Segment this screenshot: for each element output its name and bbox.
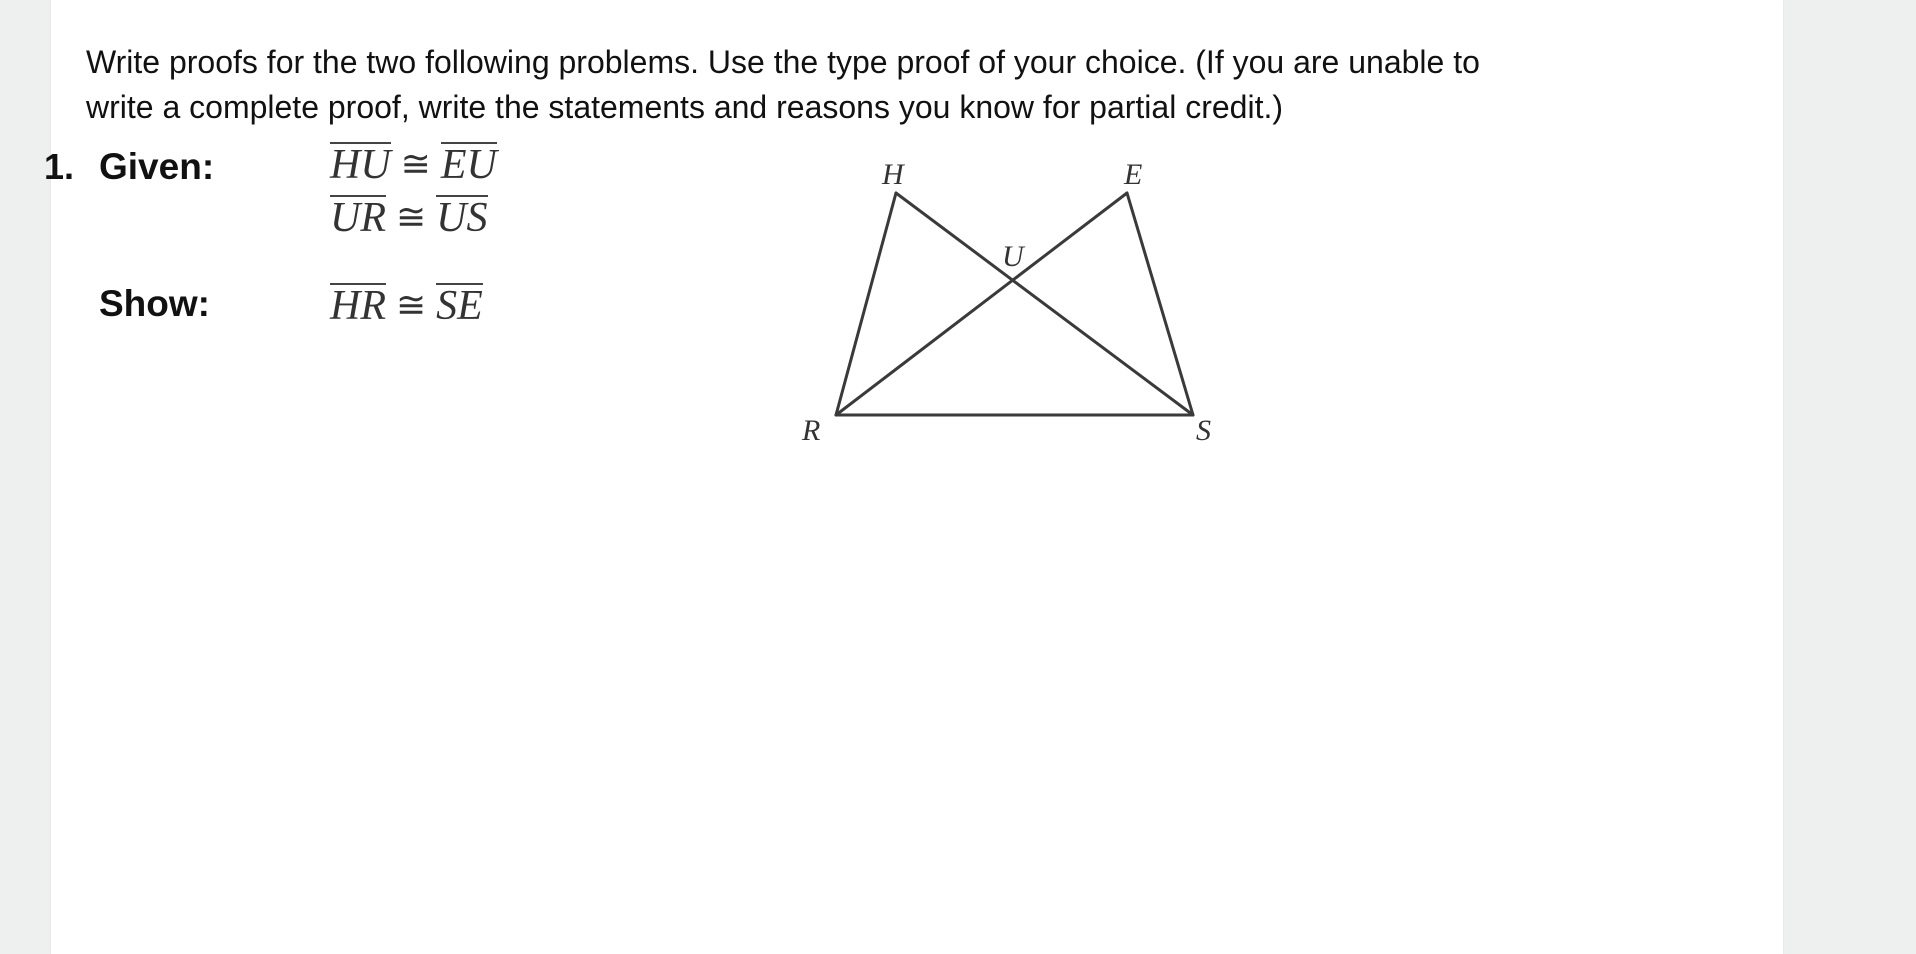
congruent-symbol: ≅ [396, 197, 427, 237]
segment: HR [330, 283, 386, 329]
vertex-label-E: E [1124, 158, 1143, 191]
show-label: Show: [99, 283, 210, 324]
segment: UR [330, 195, 386, 241]
given-label: Given: [99, 146, 215, 187]
segment: US [436, 195, 488, 241]
congruent-symbol: ≅ [396, 285, 427, 325]
vertex-label-U: U [1002, 240, 1024, 273]
given-statement-2 [330, 194, 488, 242]
vertex-label-H: H [882, 158, 904, 191]
problem-number: 1. [44, 146, 75, 187]
segment: HU [330, 142, 391, 188]
vertex-label-S: S [1196, 414, 1211, 447]
vertex-label-R: R [802, 414, 821, 447]
given-statement-1 [330, 141, 497, 189]
instructions-line-2: write a complete proof, write the statements and reasons you know for partial credit.) [86, 89, 1283, 125]
instructions [86, 40, 1646, 130]
congruent-symbol: ≅ [400, 144, 431, 184]
segment: SE [436, 283, 483, 329]
instructions-line-1: Write proofs for the two following problems. Use the type proof of your choice. (If you are unable to [86, 44, 1480, 80]
segment: EU [440, 142, 497, 188]
document-page [51, 0, 1783, 954]
show-statement [330, 282, 483, 330]
